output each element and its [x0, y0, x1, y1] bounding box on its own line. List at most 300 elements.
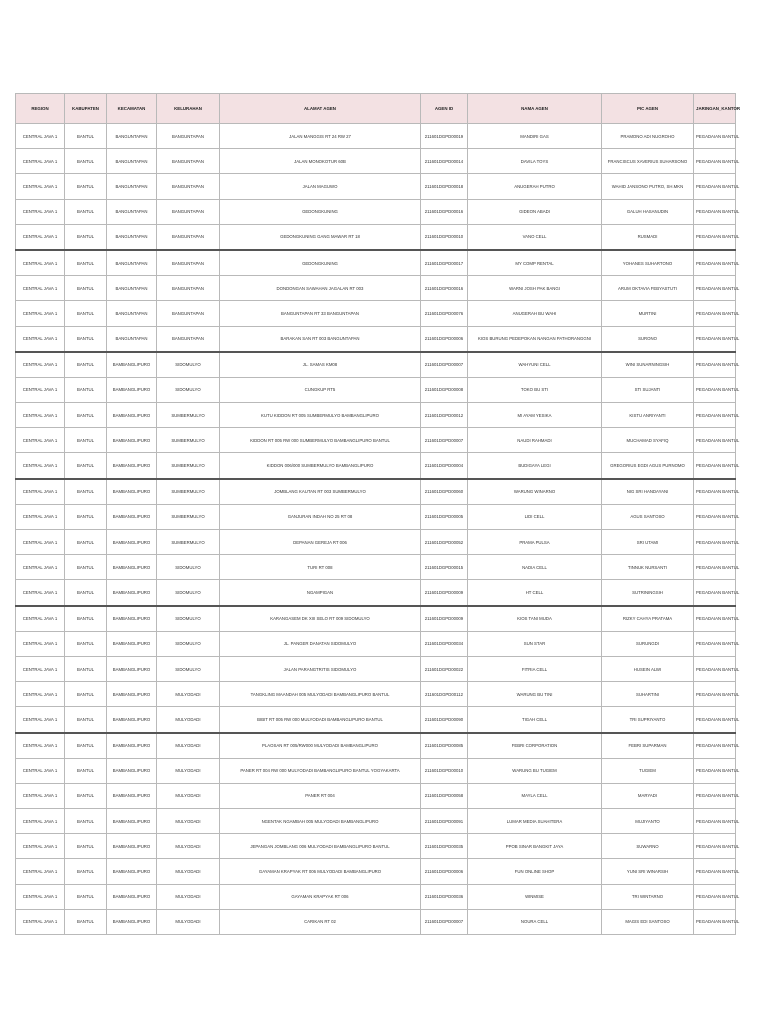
cell-pic-agen: TINNUK NURSANTI [602, 555, 694, 580]
cell-kecamatan: BAMBANGLIPURO [107, 580, 157, 606]
cell-nama-agen: SUN STAR [468, 631, 602, 656]
cell-nama-agen: WINMISE [468, 884, 602, 909]
cell-kecamatan: BAMBANGLIPURO [107, 555, 157, 580]
cell-kecamatan: BAMBANGLIPURO [107, 733, 157, 759]
cell-nama-agen: WARUNG WINARNO [468, 479, 602, 505]
cell-jaringan-kantor: PEGADAIAN BANTUL [694, 403, 736, 428]
cell-kabupaten: BANTUL [65, 884, 107, 909]
cell-pic-agen: MUCHAMAD SYAFIQ [602, 428, 694, 453]
table-row [16, 733, 736, 759]
cell-pic-agen: SRI UTAMI [602, 530, 694, 555]
cell-jaringan-kantor: PEGADAIAN BANTUL [694, 199, 736, 224]
cell-jaringan-kantor: PEGADAIAN BANTUL [694, 909, 736, 934]
cell-nama-agen: GIDEON ABADI [468, 199, 602, 224]
cell-pic-agen: SUTRININGSIH [602, 580, 694, 606]
cell-jaringan-kantor: PEGADAIAN BANTUL [694, 174, 736, 199]
agent-table [15, 93, 741, 935]
cell-kabupaten: BANTUL [65, 580, 107, 606]
cell-nama-agen: FEBRI CORPORATION [468, 733, 602, 759]
cell-region: CENTRAL JAVA 1 [16, 479, 65, 505]
cell-agen-id: 211601DGPD00008 [421, 377, 468, 402]
cell-alamat-agen: KIDDON 006/000 SUMBERMULYO BAMBANGLIPURO [220, 453, 421, 479]
table-row [16, 174, 736, 199]
cell-pic-agen: MAGIS EDI SANTOSO [602, 909, 694, 934]
cell-alamat-agen: GEDONGKUNING [220, 199, 421, 224]
cell-kabupaten: BANTUL [65, 809, 107, 834]
cell-nama-agen: WARUNG BU TINI [468, 682, 602, 707]
cell-region: CENTRAL JAVA 1 [16, 631, 65, 656]
spreadsheet-sheet [15, 93, 741, 935]
header-region: REGION [16, 94, 65, 124]
cell-nama-agen: DAVILA TOYS [468, 149, 602, 174]
cell-pic-agen: SURUNGDI [602, 631, 694, 656]
cell-kabupaten: BANTUL [65, 733, 107, 759]
cell-agen-id: 211601DGPD00018 [421, 174, 468, 199]
table-row [16, 504, 736, 529]
cell-pic-agen: RUSMADI [602, 224, 694, 250]
cell-jaringan-kantor: PEGADAIAN BANTUL [694, 453, 736, 479]
cell-alamat-agen: DEPANAN GEREJA RT 006 [220, 530, 421, 555]
cell-pic-agen: SUHARTINI [602, 682, 694, 707]
cell-kelurahan: SIDOMULYO [157, 580, 220, 606]
cell-kecamatan: BANGUNTAPAN [107, 174, 157, 199]
table-row [16, 124, 736, 149]
table-row [16, 479, 736, 505]
cell-jaringan-kantor: PEGADAIAN BANTUL [694, 530, 736, 555]
cell-region: CENTRAL JAVA 1 [16, 783, 65, 808]
cell-alamat-agen: BANGUNTAPAN RT 33 BANGUNTAPAN [220, 301, 421, 326]
cell-kabupaten: BANTUL [65, 276, 107, 301]
cell-kelurahan: BANGUNTAPAN [157, 174, 220, 199]
cell-kabupaten: BANTUL [65, 352, 107, 378]
header-kecamatan: KECAMATAN [107, 94, 157, 124]
cell-region: CENTRAL JAVA 1 [16, 403, 65, 428]
table-row [16, 809, 736, 834]
cell-pic-agen: AGUS SANTOSO [602, 504, 694, 529]
cell-agen-id: 211601DGPD00016 [421, 276, 468, 301]
cell-nama-agen: WAHYUNI CELL [468, 352, 602, 378]
cell-pic-agen: MURTINI [602, 301, 694, 326]
table-row [16, 428, 736, 453]
cell-kecamatan: BAMBANGLIPURO [107, 504, 157, 529]
cell-kabupaten: BANTUL [65, 301, 107, 326]
cell-region: CENTRAL JAVA 1 [16, 149, 65, 174]
cell-kabupaten: BANTUL [65, 453, 107, 479]
cell-region: CENTRAL JAVA 1 [16, 124, 65, 149]
cell-agen-id: 211601DGPD00058 [421, 783, 468, 808]
cell-alamat-agen: PLAOSAN RT 005/RW000 MULYODADI BAMBANGLIPURO [220, 733, 421, 759]
cell-alamat-agen: JALAN MAGUWO [220, 174, 421, 199]
cell-kelurahan: SUMBERMULYO [157, 403, 220, 428]
cell-jaringan-kantor: PEGADAIAN BANTUL [694, 809, 736, 834]
cell-pic-agen: ARUM OKTAVIA FEBYASTUTI [602, 276, 694, 301]
cell-pic-agen: GALUH HASANUDIN [602, 199, 694, 224]
cell-kabupaten: BANTUL [65, 224, 107, 250]
cell-kecamatan: BAMBANGLIPURO [107, 479, 157, 505]
cell-nama-agen: FUN ONLINE SHOP [468, 859, 602, 884]
cell-region: CENTRAL JAVA 1 [16, 707, 65, 733]
cell-region: CENTRAL JAVA 1 [16, 606, 65, 632]
cell-kabupaten: BANTUL [65, 555, 107, 580]
cell-alamat-agen: JALAN MANGGIS RT 24 RW 27 [220, 124, 421, 149]
cell-kecamatan: BANGUNTAPAN [107, 124, 157, 149]
cell-kelurahan: BANGUNTAPAN [157, 149, 220, 174]
cell-pic-agen: FEBRI SUPARMAN [602, 733, 694, 759]
cell-kecamatan: BANGUNTAPAN [107, 199, 157, 224]
cell-pic-agen: FRANCISCUS XAVERIUS SUHARSONO [602, 149, 694, 174]
cell-jaringan-kantor: PEGADAIAN BANTUL [694, 124, 736, 149]
cell-nama-agen: MY COMP RENTAL [468, 250, 602, 276]
table-row [16, 682, 736, 707]
cell-kabupaten: BANTUL [65, 909, 107, 934]
cell-pic-agen: YOHANES SUHARTONO [602, 250, 694, 276]
cell-alamat-agen: TURI RT 008 [220, 555, 421, 580]
table-row [16, 276, 736, 301]
cell-nama-agen: MI AYAM YESIKA [468, 403, 602, 428]
cell-agen-id: 211601DGPD00085 [421, 733, 468, 759]
cell-kelurahan: MULYODADI [157, 783, 220, 808]
cell-agen-id: 211601DGPD00022 [421, 656, 468, 681]
cell-agen-id: 211601DGPD00007 [421, 352, 468, 378]
cell-kelurahan: MULYODADI [157, 834, 220, 859]
cell-kelurahan: BANGUNTAPAN [157, 124, 220, 149]
cell-nama-agen: WARNI JOSH PAK BANGI [468, 276, 602, 301]
cell-jaringan-kantor: PEGADAIAN BANTUL [694, 250, 736, 276]
header-agen-id: AGEN ID [421, 94, 468, 124]
cell-pic-agen: TUGIEM [602, 758, 694, 783]
cell-nama-agen: LIDI CELL [468, 504, 602, 529]
table-row [16, 909, 736, 934]
cell-region: CENTRAL JAVA 1 [16, 453, 65, 479]
cell-kecamatan: BAMBANGLIPURO [107, 403, 157, 428]
cell-region: CENTRAL JAVA 1 [16, 656, 65, 681]
cell-jaringan-kantor: PEGADAIAN BANTUL [694, 859, 736, 884]
cell-jaringan-kantor: PEGADAIAN BANTUL [694, 326, 736, 352]
cell-region: CENTRAL JAVA 1 [16, 174, 65, 199]
cell-pic-agen: YUNI SRI WINARSIH [602, 859, 694, 884]
cell-alamat-agen: PANER RT 004 [220, 783, 421, 808]
table-row [16, 250, 736, 276]
cell-alamat-agen: GEDONGKUNING [220, 250, 421, 276]
table-row [16, 656, 736, 681]
cell-agen-id: 211601DGPD00006 [421, 859, 468, 884]
cell-kecamatan: BAMBANGLIPURO [107, 834, 157, 859]
cell-jaringan-kantor: PEGADAIAN BANTUL [694, 733, 736, 759]
cell-agen-id: 211601DGPD00010 [421, 224, 468, 250]
cell-kabupaten: BANTUL [65, 606, 107, 632]
table-row [16, 224, 736, 250]
cell-jaringan-kantor: PEGADAIAN BANTUL [694, 149, 736, 174]
cell-region: CENTRAL JAVA 1 [16, 809, 65, 834]
cell-kelurahan: SUMBERMULYO [157, 504, 220, 529]
header-kabupaten: KABUPATEN [65, 94, 107, 124]
cell-nama-agen: ANUGERAH BU WAHI [468, 301, 602, 326]
cell-kecamatan: BANGUNTAPAN [107, 250, 157, 276]
cell-region: CENTRAL JAVA 1 [16, 428, 65, 453]
header-alamat-agen: ALAMAT AGEN [220, 94, 421, 124]
cell-region: CENTRAL JAVA 1 [16, 504, 65, 529]
cell-agen-id: 211601DGPD00009 [421, 606, 468, 632]
cell-jaringan-kantor: PEGADAIAN BANTUL [694, 479, 736, 505]
cell-kabupaten: BANTUL [65, 656, 107, 681]
cell-kelurahan: BANGUNTAPAN [157, 301, 220, 326]
cell-kabupaten: BANTUL [65, 479, 107, 505]
table-row [16, 403, 736, 428]
cell-kelurahan: MULYODADI [157, 884, 220, 909]
cell-pic-agen: RIZKY CAHYA PRATAMA [602, 606, 694, 632]
table-row [16, 783, 736, 808]
cell-kelurahan: SIDOMULYO [157, 606, 220, 632]
cell-region: CENTRAL JAVA 1 [16, 276, 65, 301]
table-header-row [16, 94, 736, 124]
cell-alamat-agen: DONDONGAN SAWAHAN JAGALAN RT 003 [220, 276, 421, 301]
cell-region: CENTRAL JAVA 1 [16, 758, 65, 783]
cell-jaringan-kantor: PEGADAIAN BANTUL [694, 224, 736, 250]
cell-pic-agen: KISTU ANRIYANTI [602, 403, 694, 428]
cell-alamat-agen: JL. PANGER DANATAN SIDOMULYO [220, 631, 421, 656]
cell-agen-id: 211601DGPD00036 [421, 884, 468, 909]
cell-agen-id: 211601DGPD00007 [421, 909, 468, 934]
cell-pic-agen: PRAMONO ADI NUGROHO [602, 124, 694, 149]
cell-kecamatan: BAMBANGLIPURO [107, 631, 157, 656]
cell-pic-agen: SURONO [602, 326, 694, 352]
cell-nama-agen: TOKO BU STI [468, 377, 602, 402]
cell-agen-id: 211601DGPD00004 [421, 453, 468, 479]
header-kelurahan: KELURAHAN [157, 94, 220, 124]
header-jaringan-kantor: JARINGAN_KANTOR [694, 94, 736, 124]
cell-agen-id: 211601DGPD00006 [421, 326, 468, 352]
cell-jaringan-kantor: PEGADAIAN BANTUL [694, 276, 736, 301]
cell-alamat-agen: GANJURAN INDAH NO 25 RT 08 [220, 504, 421, 529]
cell-agen-id: 211601DGPD00014 [421, 149, 468, 174]
cell-kelurahan: MULYODADI [157, 809, 220, 834]
cell-kecamatan: BAMBANGLIPURO [107, 884, 157, 909]
cell-jaringan-kantor: PEGADAIAN BANTUL [694, 884, 736, 909]
cell-region: CENTRAL JAVA 1 [16, 326, 65, 352]
cell-nama-agen: WARUNG BU TUGIEM [468, 758, 602, 783]
cell-region: CENTRAL JAVA 1 [16, 834, 65, 859]
cell-kelurahan: BANGUNTAPAN [157, 326, 220, 352]
cell-alamat-agen: JEPANGAN JOMBLANG 006 MULYODADI BAMBANGLIPURO BANTUL [220, 834, 421, 859]
table-row [16, 453, 736, 479]
cell-region: CENTRAL JAVA 1 [16, 555, 65, 580]
cell-kecamatan: BANGUNTAPAN [107, 276, 157, 301]
cell-kecamatan: BAMBANGLIPURO [107, 783, 157, 808]
table-row [16, 758, 736, 783]
cell-alamat-agen: NGENTAK NGAMBAH 005 MULYODADI BAMBANGLIPURO [220, 809, 421, 834]
cell-kelurahan: MULYODADI [157, 733, 220, 759]
cell-jaringan-kantor: PEGADAIAN BANTUL [694, 631, 736, 656]
cell-kecamatan: BAMBANGLIPURO [107, 758, 157, 783]
cell-pic-agen: TRI SUPRIYANTO [602, 707, 694, 733]
cell-kelurahan: SIDOMULYO [157, 631, 220, 656]
cell-kecamatan: BAMBANGLIPURO [107, 428, 157, 453]
cell-alamat-agen: GEDONGKUNING GANG MAWAR RT 18 [220, 224, 421, 250]
cell-nama-agen: HT CELL [468, 580, 602, 606]
cell-jaringan-kantor: PEGADAIAN BANTUL [694, 834, 736, 859]
cell-kelurahan: MULYODADI [157, 909, 220, 934]
cell-pic-agen: WINI SUNARNINGSIH [602, 352, 694, 378]
cell-kecamatan: BAMBANGLIPURO [107, 707, 157, 733]
cell-kecamatan: BAMBANGLIPURO [107, 453, 157, 479]
cell-kelurahan: SIDOMULYO [157, 656, 220, 681]
cell-agen-id: 211601DGPD00007 [421, 428, 468, 453]
cell-kecamatan: BANGUNTAPAN [107, 326, 157, 352]
cell-agen-id: 211601DGPD00091 [421, 809, 468, 834]
cell-kelurahan: MULYODADI [157, 707, 220, 733]
table-row [16, 301, 736, 326]
cell-alamat-agen: KARANGASEM DK XIII SELO RT 009 SIDOMULYO [220, 606, 421, 632]
table-row [16, 530, 736, 555]
cell-kabupaten: BANTUL [65, 124, 107, 149]
cell-agen-id: 211601DGPD00017 [421, 250, 468, 276]
cell-jaringan-kantor: PEGADAIAN BANTUL [694, 656, 736, 681]
cell-kecamatan: BAMBANGLIPURO [107, 682, 157, 707]
cell-pic-agen: MUJIYANTO [602, 809, 694, 834]
cell-alamat-agen: JOMBLANG KAUTAN RT 003 SUMBERMULYO [220, 479, 421, 505]
cell-nama-agen: BUDIGAYA LEGI [468, 453, 602, 479]
cell-alamat-agen: TANGKLING MAANDAH 005 MULYODADI BAMBANGLIPURO BANTUL [220, 682, 421, 707]
cell-jaringan-kantor: PEGADAIAN BANTUL [694, 580, 736, 606]
cell-kecamatan: BAMBANGLIPURO [107, 809, 157, 834]
cell-alamat-agen: GAYAMAN KRAPYAK RT 006 MULYODADI BAMBANGLIPURO [220, 859, 421, 884]
cell-kelurahan: SUMBERMULYO [157, 428, 220, 453]
cell-kabupaten: BANTUL [65, 403, 107, 428]
cell-jaringan-kantor: PEGADAIAN BANTUL [694, 428, 736, 453]
cell-alamat-agen: JALAN PARANGTRITIS SIDOMULYO [220, 656, 421, 681]
cell-kelurahan: BANGUNTAPAN [157, 250, 220, 276]
cell-kecamatan: BAMBANGLIPURO [107, 352, 157, 378]
cell-alamat-agen: JALAN MONOKOTUR 60B [220, 149, 421, 174]
cell-pic-agen: SUWARNO [602, 834, 694, 859]
cell-agen-id: 211601DGPD00034 [421, 631, 468, 656]
cell-kabupaten: BANTUL [65, 174, 107, 199]
cell-agen-id: 211601DGPD00076 [421, 301, 468, 326]
cell-kelurahan: MULYODADI [157, 682, 220, 707]
cell-kelurahan: BANGUNTAPAN [157, 224, 220, 250]
cell-nama-agen: NOURA CELL [468, 909, 602, 934]
cell-alamat-agen: CUNGKUP RT5 [220, 377, 421, 402]
cell-kecamatan: BAMBANGLIPURO [107, 606, 157, 632]
cell-kelurahan: BANGUNTAPAN [157, 199, 220, 224]
cell-region: CENTRAL JAVA 1 [16, 352, 65, 378]
cell-pic-agen: MARYADI [602, 783, 694, 808]
cell-region: CENTRAL JAVA 1 [16, 682, 65, 707]
cell-nama-agen: VANO CELL [468, 224, 602, 250]
table-row [16, 606, 736, 632]
cell-pic-agen: HUSEIN ALWI [602, 656, 694, 681]
cell-kabupaten: BANTUL [65, 377, 107, 402]
cell-alamat-agen: BARAKAN SAN RT 003 BANGUNTAPAN [220, 326, 421, 352]
cell-alamat-agen: JL. SAMAS KM08 [220, 352, 421, 378]
cell-kabupaten: BANTUL [65, 530, 107, 555]
table-row [16, 352, 736, 378]
cell-region: CENTRAL JAVA 1 [16, 530, 65, 555]
cell-kabupaten: BANTUL [65, 859, 107, 884]
cell-nama-agen: PPOB SINAR BANGKIT JAYA [468, 834, 602, 859]
cell-region: CENTRAL JAVA 1 [16, 909, 65, 934]
cell-region: CENTRAL JAVA 1 [16, 580, 65, 606]
cell-kabupaten: BANTUL [65, 199, 107, 224]
cell-region: CENTRAL JAVA 1 [16, 301, 65, 326]
cell-nama-agen: KIOS TANI MUDA [468, 606, 602, 632]
cell-jaringan-kantor: PEGADAIAN BANTUL [694, 758, 736, 783]
cell-pic-agen: STI SUJANTI [602, 377, 694, 402]
cell-agen-id: 211601DGPD00005 [421, 504, 468, 529]
cell-nama-agen: FITRIA CELL [468, 656, 602, 681]
cell-pic-agen: GREGORIUS EGDI AGUS PURNOMO [602, 453, 694, 479]
cell-kecamatan: BAMBANGLIPURO [107, 530, 157, 555]
cell-kabupaten: BANTUL [65, 250, 107, 276]
cell-jaringan-kantor: PEGADAIAN BANTUL [694, 504, 736, 529]
header-pic-agen: PIC AGEN [602, 94, 694, 124]
cell-nama-agen: ANUGERAH PUTRO [468, 174, 602, 199]
cell-kabupaten: BANTUL [65, 682, 107, 707]
cell-kelurahan: SIDOMULYO [157, 555, 220, 580]
cell-jaringan-kantor: PEGADAIAN BANTUL [694, 682, 736, 707]
cell-alamat-agen: GAYAMAN KRAPYAK RT 006 [220, 884, 421, 909]
cell-agen-id: 211601DGPD00009 [421, 580, 468, 606]
cell-kecamatan: BAMBANGLIPURO [107, 859, 157, 884]
cell-kabupaten: BANTUL [65, 149, 107, 174]
table-row [16, 580, 736, 606]
cell-kecamatan: BAMBANGLIPURO [107, 909, 157, 934]
cell-agen-id: 211601DGPD00015 [421, 555, 468, 580]
table-body [16, 124, 740, 935]
cell-kecamatan: BANGUNTAPAN [107, 301, 157, 326]
cell-jaringan-kantor: PEGADAIAN BANTUL [694, 606, 736, 632]
cell-kabupaten: BANTUL [65, 631, 107, 656]
cell-jaringan-kantor: PEGADAIAN BANTUL [694, 377, 736, 402]
cell-nama-agen: NADIA CELL [468, 555, 602, 580]
cell-kecamatan: BAMBANGLIPURO [107, 377, 157, 402]
cell-pic-agen: TRI WINTARNO [602, 884, 694, 909]
cell-agen-id: 211601DGPD00112 [421, 682, 468, 707]
cell-alamat-agen: CARIKAN RT 02 [220, 909, 421, 934]
cell-kabupaten: BANTUL [65, 783, 107, 808]
table-row [16, 884, 736, 909]
cell-alamat-agen: PANER RT 004 RW 000 MULYODADI BAMBANGLIPURO BANTUL YOGYAKARTA [220, 758, 421, 783]
cell-jaringan-kantor: PEGADAIAN BANTUL [694, 555, 736, 580]
cell-kabupaten: BANTUL [65, 428, 107, 453]
table-row [16, 149, 736, 174]
table-row [16, 326, 736, 352]
cell-kelurahan: MULYODADI [157, 758, 220, 783]
table-row [16, 377, 736, 402]
cell-jaringan-kantor: PEGADAIAN BANTUL [694, 301, 736, 326]
cell-agen-id: 211601DGPD00035 [421, 834, 468, 859]
cell-agen-id: 211601DGPD00019 [421, 124, 468, 149]
cell-nama-agen: PRAMA PULSA [468, 530, 602, 555]
cell-jaringan-kantor: PEGADAIAN BANTUL [694, 707, 736, 733]
cell-agen-id: 211601DGPD00012 [421, 403, 468, 428]
cell-kabupaten: BANTUL [65, 326, 107, 352]
cell-region: CENTRAL JAVA 1 [16, 859, 65, 884]
cell-agen-id: 211601DGPD00090 [421, 707, 468, 733]
cell-nama-agen: NAUDI RAHMADI [468, 428, 602, 453]
cell-kecamatan: BANGUNTAPAN [107, 149, 157, 174]
cell-kelurahan: SUMBERMULYO [157, 453, 220, 479]
cell-region: CENTRAL JAVA 1 [16, 733, 65, 759]
cell-nama-agen: MANDIRI GAS [468, 124, 602, 149]
cell-kelurahan: MULYODADI [157, 859, 220, 884]
cell-kelurahan: BANGUNTAPAN [157, 276, 220, 301]
cell-jaringan-kantor: PEGADAIAN BANTUL [694, 783, 736, 808]
cell-alamat-agen: KUTU KIDDON RT 005 SUMBERMULYO BAMBANGLIPURO [220, 403, 421, 428]
cell-region: CENTRAL JAVA 1 [16, 224, 65, 250]
cell-alamat-agen: BIBIT RT 005 RW 000 MULYODADI BAMBANGLIPURO BANTUL [220, 707, 421, 733]
cell-nama-agen: KIOS BURUNG PEDEPOKAN NANGAN PATHORANGGNI [468, 326, 602, 352]
